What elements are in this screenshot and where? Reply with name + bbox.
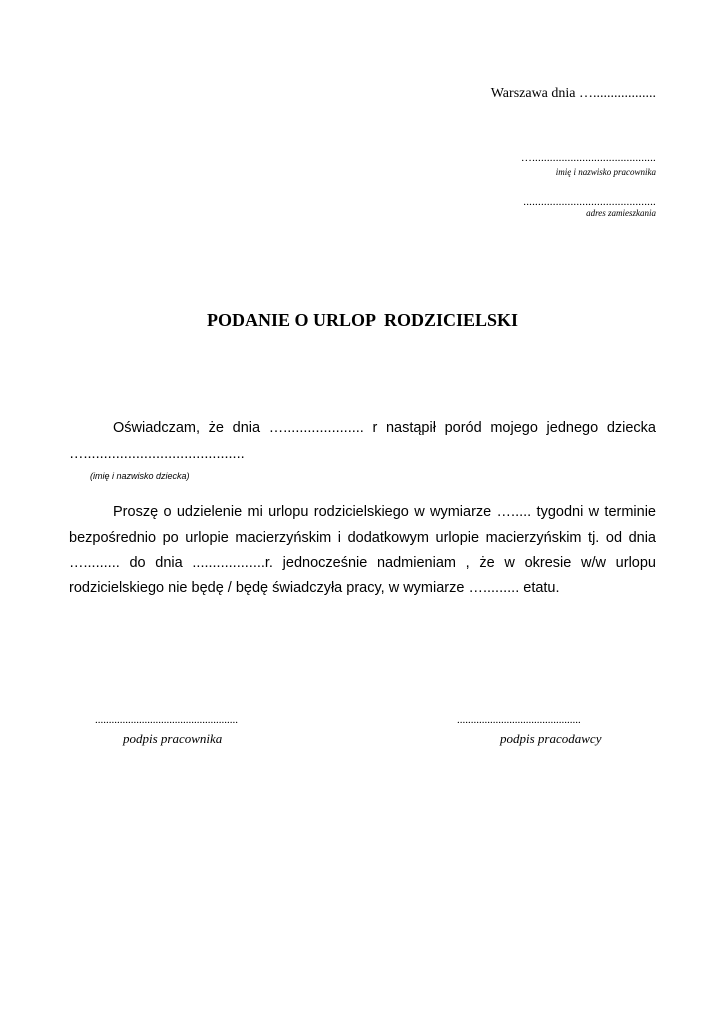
request-line-4: rodzicielskiego nie będę / będę świadczyła pracy, w wymiarze …......... etatu.	[69, 580, 560, 596]
document-title: PODANIE O URLOP RODZICIELSKI	[206, 310, 519, 330]
employer-signature-field: .............................................	[457, 714, 581, 726]
statement-line-1: Oświadczam, że dnia ….................... r nastąpił poród mojego jednego dziecka	[113, 420, 656, 436]
employee-name-field: …..........................................	[520, 152, 656, 164]
date-line: Warszawa dnia …..................	[490, 86, 656, 101]
address-label: adres zamieszkania	[586, 208, 656, 218]
child-name-field: …........................................	[69, 446, 245, 462]
employer-signature-label: podpis pracodawcy	[500, 731, 602, 746]
employee-signature-label: podpis pracownika	[123, 731, 223, 746]
child-name-label: (imię i nazwisko dziecka)	[90, 471, 190, 481]
employee-signature-field: ....................................................	[95, 714, 238, 726]
request-line-2: bezpośrednio po urlopie macierzyńskim i dodatkowym urlopie macierzyńskim tj. od dnia	[69, 530, 656, 546]
employee-name-label: imię i nazwisko pracownika	[555, 167, 656, 177]
request-line-1: Proszę o udzielenie mi urlopu rodzicielskiego w wymiarze …..... tygodni w terminie	[113, 504, 656, 520]
address-field: .............................................	[523, 196, 656, 208]
request-line-3: …......... do dnia ..................r. jednocześnie nadmieniam , że w okresie w/w urlopu	[69, 555, 656, 571]
